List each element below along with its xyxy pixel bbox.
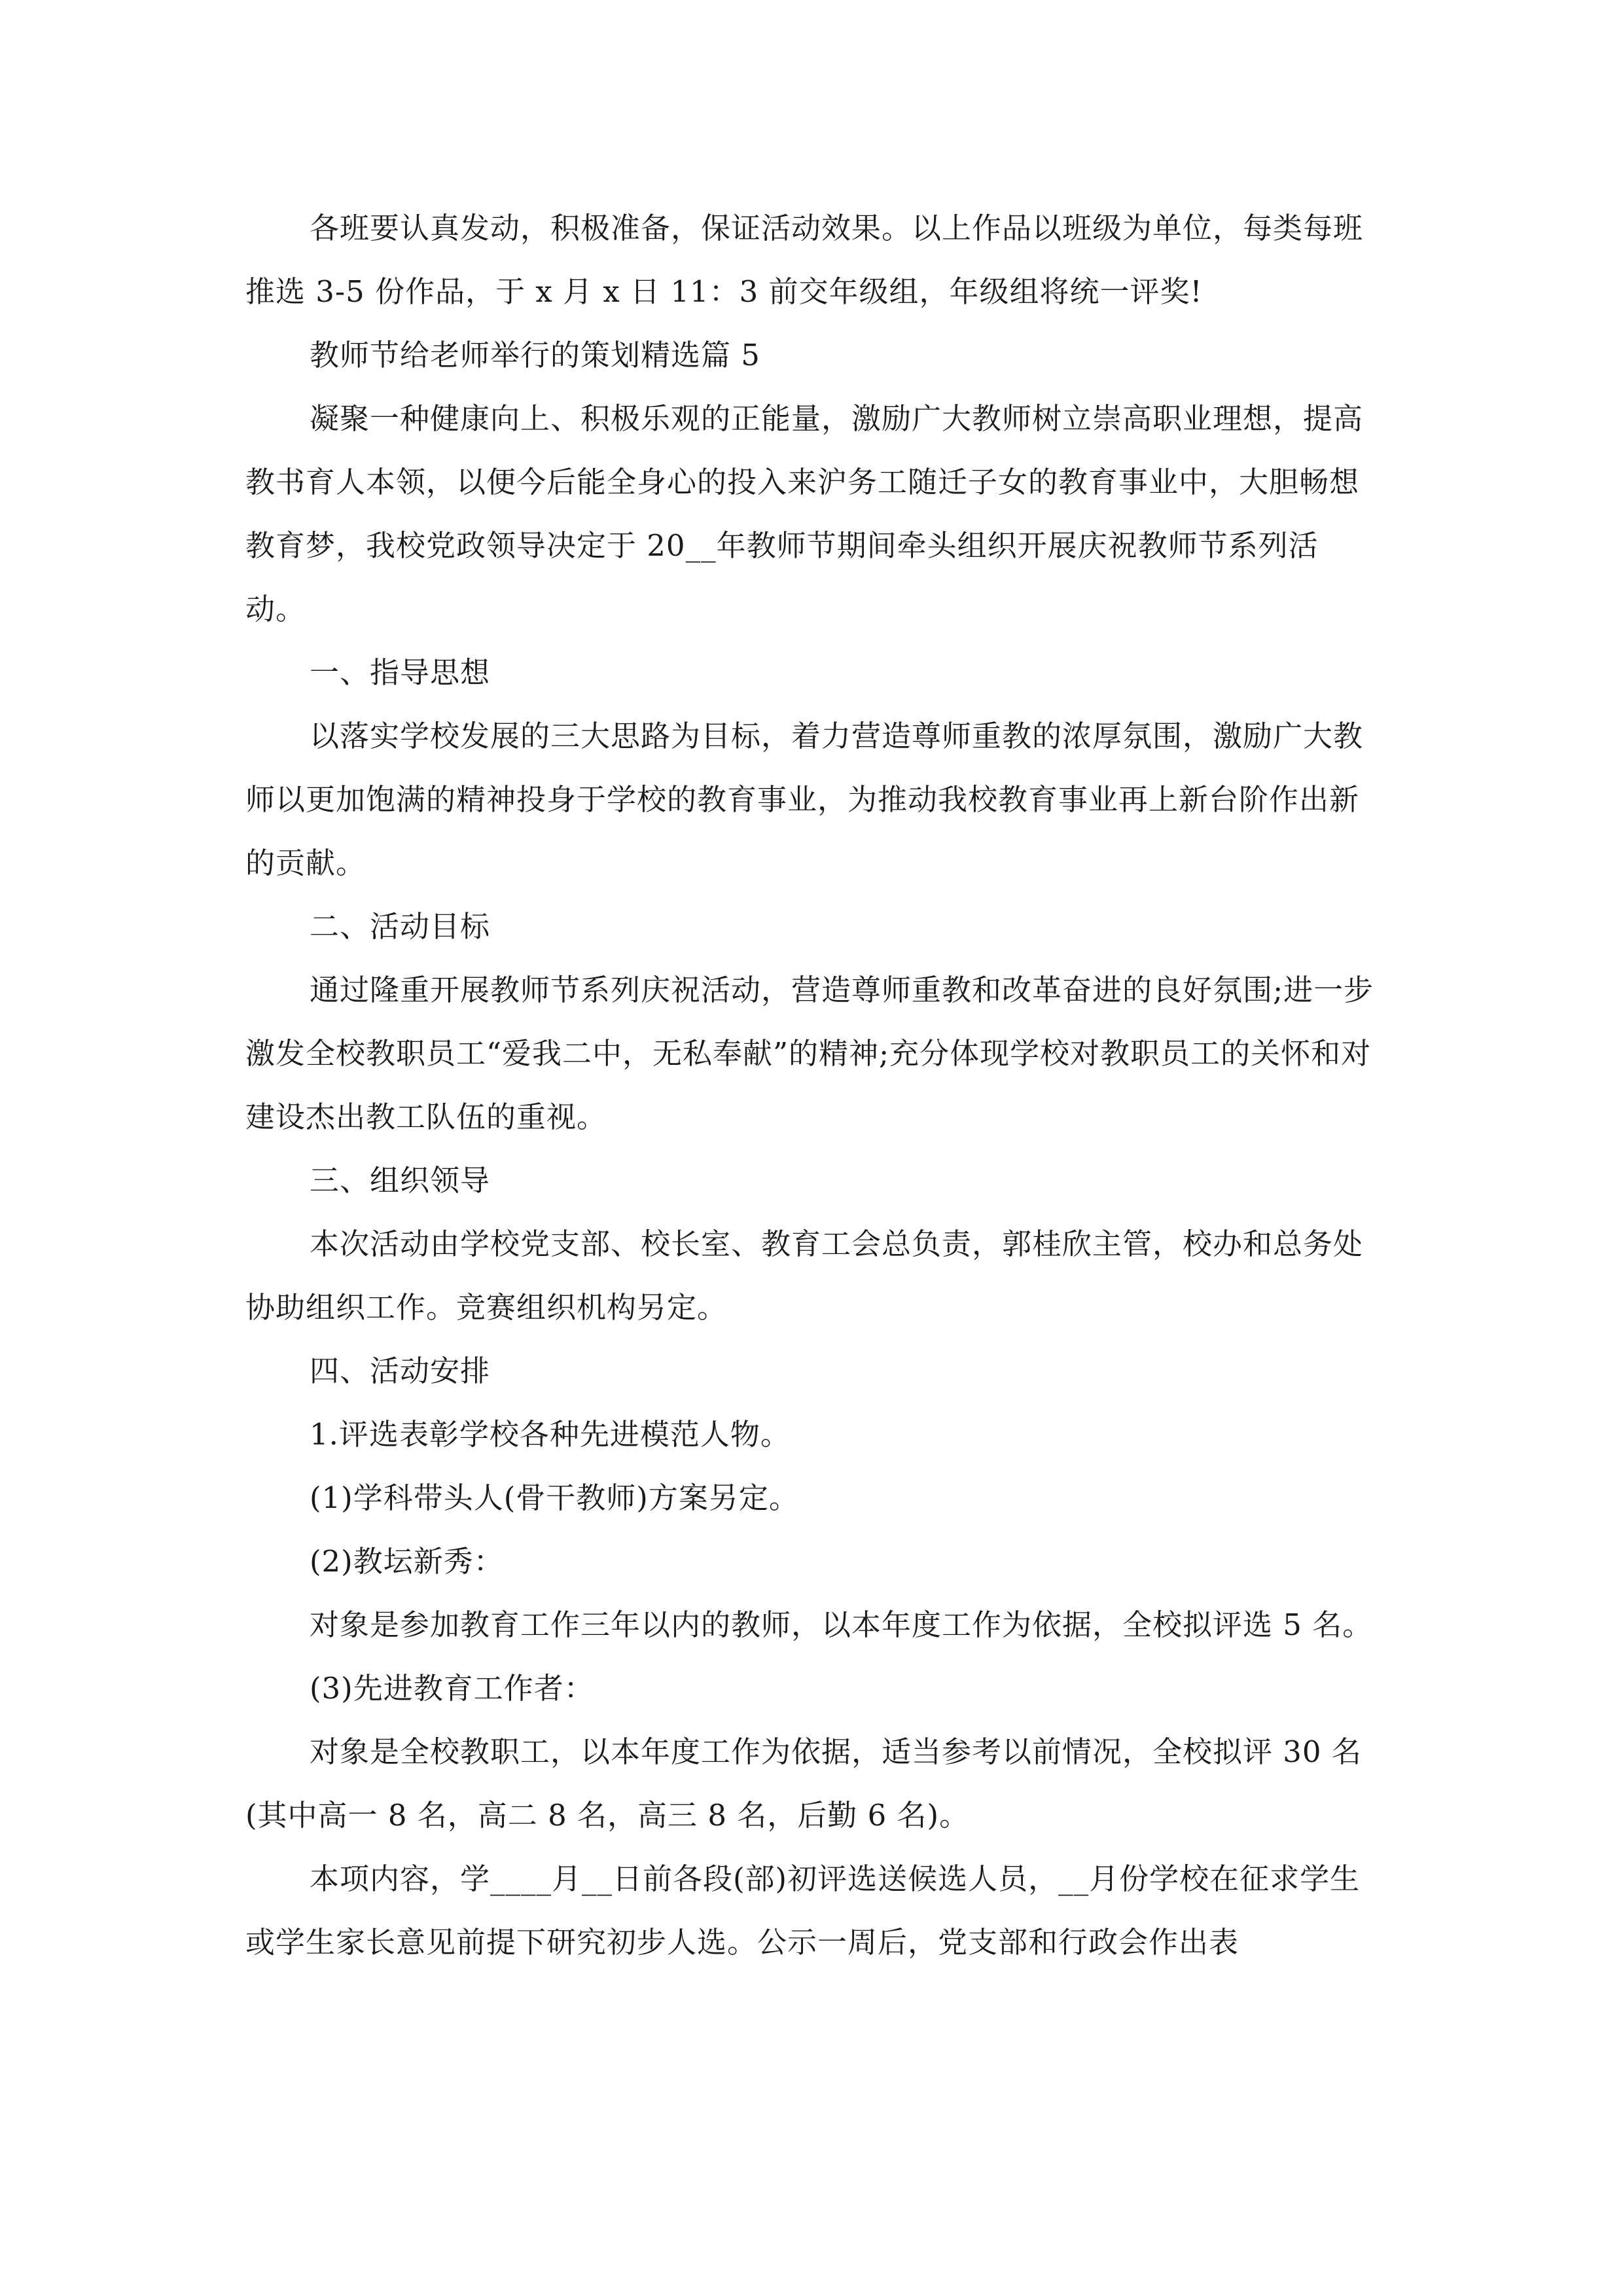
paragraph-new-teacher-criteria: 对象是参加教育工作三年以内的教师，以本年度工作为依据，全校拟评选 5 名。 bbox=[310, 1607, 1373, 1642]
paragraph-guiding-thought: 以落实学校发展的三大思路为目标，着力营造尊师重教的浓厚氛围，激励广大教师以更加饱满的精神投身于学校的教育事业，为推动我校教育事业再上新台阶作出新的贡献。 bbox=[245, 719, 1364, 880]
paragraph-activity-requirements: 各班要认真发动，积极准备，保证活动效果。以上作品以班级为单位，每类每班推选 3-5 份作品，于 x 月 x 日 11：3 前交年级组，年级组将统一评奖! bbox=[245, 211, 1364, 309]
paragraph-advanced-worker-criteria: 对象是全校教职工，以本年度工作为依据，适当参考以前情况，全校拟评 30 名(其中高一 8 名，高二 8 名，高三 8 名，后勤 6 名)。 bbox=[245, 1734, 1362, 1833]
paragraph-introduction: 凝聚一种健康向上、积极乐观的正能量，激励广大教师树立崇高职业理想，提高教书育人本领，以便今后能全身心的投入来沪务工随迁子女的教育事业中，大胆畅想教育梦，我校党政领导决定于 20__年教师节期间牵头组织开展庆祝教师节系列活动。 bbox=[245, 401, 1364, 626]
paragraph-activity-goal: 通过隆重开展教师节系列庆祝活动，营造尊师重教和改革奋进的良好氛围;进一步激发全校教职员工“爱我二中，无私奉献”的精神;充分体现学校对教职员工的关怀和对建设杰出教工队伍的重视。 bbox=[245, 973, 1374, 1134]
section-title-plan-5: 教师节给老师举行的策划精选篇 5 bbox=[310, 338, 760, 372]
list-item-1: 1.评选表彰学校各种先进模范人物。 bbox=[310, 1417, 791, 1452]
list-subitem-1: (1)学科带头人(骨干教师)方案另定。 bbox=[310, 1480, 799, 1515]
heading-guiding-thought: 一、指导思想 bbox=[310, 655, 491, 690]
heading-activity-arrangement: 四、活动安排 bbox=[310, 1354, 491, 1388]
heading-activity-goal: 二、活动目标 bbox=[310, 909, 491, 944]
heading-organization-leadership: 三、组织领导 bbox=[310, 1163, 491, 1198]
list-subitem-2: (2)教坛新秀： bbox=[310, 1544, 504, 1579]
body-text bbox=[245, 196, 1378, 1974]
paragraph-organization-leadership: 本次活动由学校党支部、校长室、教育工会总负责，郭桂欣主管，校办和总务处协助组织工作。竞赛组织机构另定。 bbox=[245, 1227, 1364, 1325]
paragraph-selection-process: 本项内容，学____月__日前各段(部)初评选送候选人员，__月份学校在征求学生或学生家长意见前提下研究初步人选。公示一周后，党支部和行政会作出表 bbox=[245, 1861, 1361, 1960]
list-subitem-3: (3)先进教育工作者： bbox=[310, 1671, 594, 1706]
